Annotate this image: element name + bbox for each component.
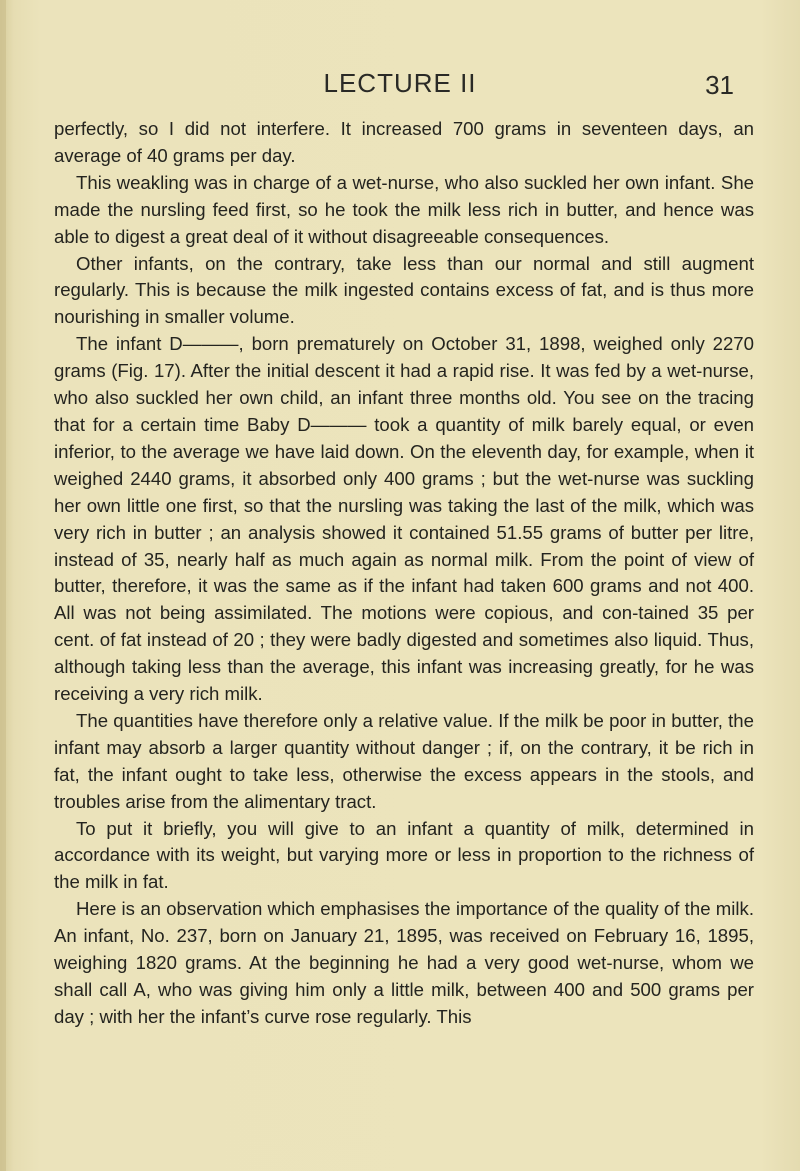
paragraph-other-infants: Other infants, on the contrary, take less than our normal and still augment regularly. This is because the milk ingested contains excess of fat, and is thus more nourishing in smaller volume.	[54, 252, 754, 328]
paragraph-quantities: The quantities have therefore only a relative value. If the milk be poor in butter, the infant may absorb a larger quantity without danger ; if, on the contrary, it be rich in fat, the infant ought to take less, otherwise the excess appears in the stools, and troubles arise from the alimentary tract.	[54, 709, 754, 812]
running-head: LECTURE II	[323, 68, 477, 98]
paragraph-infant-d: The infant D———, born prematurely on October 31, 1898, weighed only 2270 grams (Fig. 17). After the initial descent it had a rapid rise. It was fed by a wet-nurse, who also suckled her own child, an infant three months old. You see on the tracing that for a certain time Baby D——— took a quantity of milk barely equal, or even inferior, to the average we have laid down. On the eleventh day, for example, when it weighed 2440 grams, it absorbed only 400 grams ; but the wet-nurse was suckling her own little one first, so that the nursling was taking the last of the milk, which was very rich in butter ; an analysis showed it contained 51.55 grams of butter per litre, instead of 35, nearly half as much again as normal milk. From the point of view of butter, therefore, it was the same as if the infant had taken 600 grams and not 400. All was not being assimilated. The motions were copious, and con-tained 35 per cent. of fat instead of 20 ; they were badly digested and sometimes also liquid. Thus, although taking less than the average, this infant was increasing greatly, for he was receiving a very rich milk.	[54, 333, 754, 705]
paragraph-continued: perfectly, so I did not interfere. It increased 700 grams in seventeen days, an average of 40 grams per day.	[54, 118, 754, 166]
page-number: 31	[705, 70, 734, 100]
paragraph-observation: Here is an observation which emphasises the importance of the quality of the milk. An infant, No. 237, born on January 21, 1895, was received on February 16, 1895, weighing 1820 grams. At the beginning he had a very good wet-nurse, whom we shall call A, who was giving him only a little milk, between 400 and 500 grams per day ; with her the infant’s curve rose regularly. This	[54, 898, 754, 1027]
page-header	[0, 68, 800, 112]
paragraph-briefly: To put it briefly, you will give to an infant a quantity of milk, determined in accordance with its weight, but varying more or less in proportion to the richness of the milk in fat.	[54, 817, 754, 893]
paragraph-weakling: This weakling was in charge of a wet-nurse, who also suckled her own infant. She made the nursling feed first, so he took the milk less rich in butter, and hence was able to digest a great deal of it without disagreeable consequences.	[54, 171, 754, 247]
page-edge-shadow	[0, 0, 6, 1171]
body-text	[54, 116, 754, 1031]
